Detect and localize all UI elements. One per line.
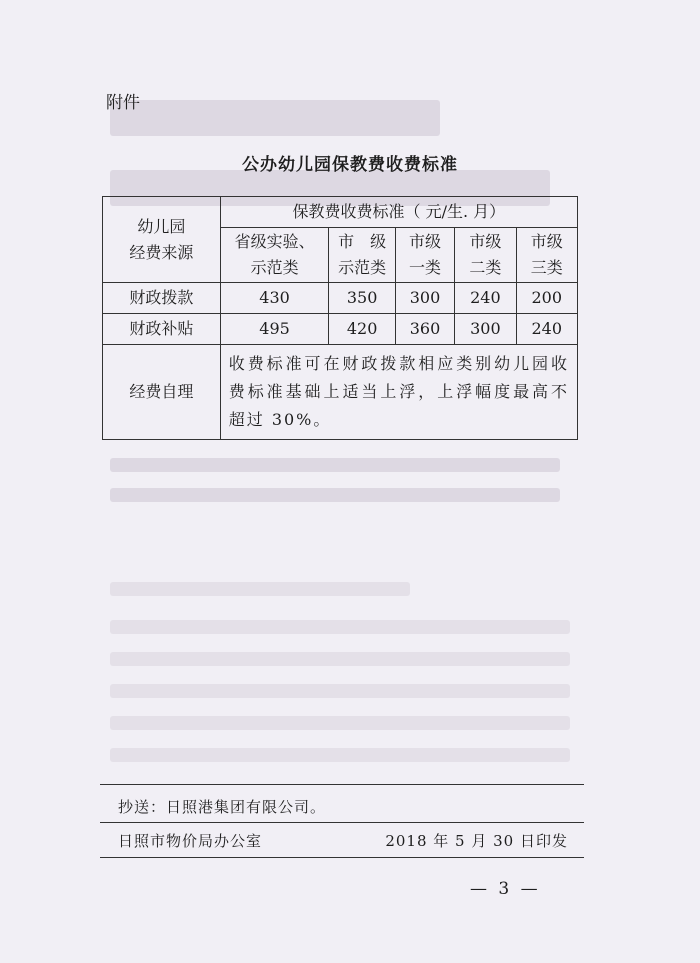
fee-value: 200 [516,283,577,314]
category-line1: 市级 [530,232,563,251]
cc-line: 抄送：日照港集团有限公司。 [118,798,327,816]
table-row [103,283,578,314]
fee-value: 240 [516,314,577,345]
category-header [395,228,454,283]
category-line2: 二类 [469,258,502,277]
category-line2: 示范类 [338,258,387,277]
fee-standard-header: 保教费收费标准（ 元/生. 月） [220,197,577,228]
funding-source-header-line2: 经费来源 [129,242,194,262]
category-header [329,228,395,283]
category-line1: 市级 [408,232,441,251]
document-title: 公办幼儿园保教费收费标准 [242,155,458,175]
show-through-shape [110,620,570,634]
show-through-shape [110,458,560,472]
category-header [220,228,329,283]
show-through-shape [110,716,570,730]
category-line2: 示范类 [250,258,299,277]
fee-value: 240 [455,283,516,314]
fee-value: 430 [220,283,329,314]
divider [100,822,584,823]
divider [100,784,584,785]
row-label: 财政拨款 [103,283,221,314]
table-row [103,345,578,440]
show-through-shape [110,100,440,136]
show-through-shape [110,684,570,698]
fee-value: 300 [395,283,454,314]
self-funded-note: 收费标准可在财政拨款相应类别幼儿园收费标准基础上适当上浮，上浮幅度最高不超过 30%。 [220,345,577,440]
category-line2: 一类 [408,258,441,277]
fee-value: 350 [329,283,395,314]
category-line1: 市 级 [338,232,387,251]
page-number: — 3 — [470,879,541,899]
fee-value: 420 [329,314,395,345]
fee-value: 300 [455,314,516,345]
fee-standard-table [102,196,578,440]
fee-value: 495 [220,314,329,345]
category-header [516,228,577,283]
funding-source-header-line1: 幼儿园 [137,216,186,236]
category-header [455,228,516,283]
show-through-shape [110,748,570,762]
category-line2: 三类 [530,258,563,277]
category-line1: 市级 [469,232,502,251]
show-through-shape [110,652,570,666]
show-through-shape [110,582,410,596]
row-label: 经费自理 [103,345,221,440]
divider [100,857,584,858]
fee-value: 360 [395,314,454,345]
category-line1: 省级实验、 [234,232,315,251]
show-through-shape [110,488,560,502]
issue-date: 2018 年 5 月 30 日印发 [385,832,568,850]
row-label: 财政补贴 [103,314,221,345]
attachment-label: 附件 [106,93,140,113]
issuing-office: 日照市物价局办公室 [118,832,263,850]
table-row [103,314,578,345]
funding-source-header [103,197,221,283]
